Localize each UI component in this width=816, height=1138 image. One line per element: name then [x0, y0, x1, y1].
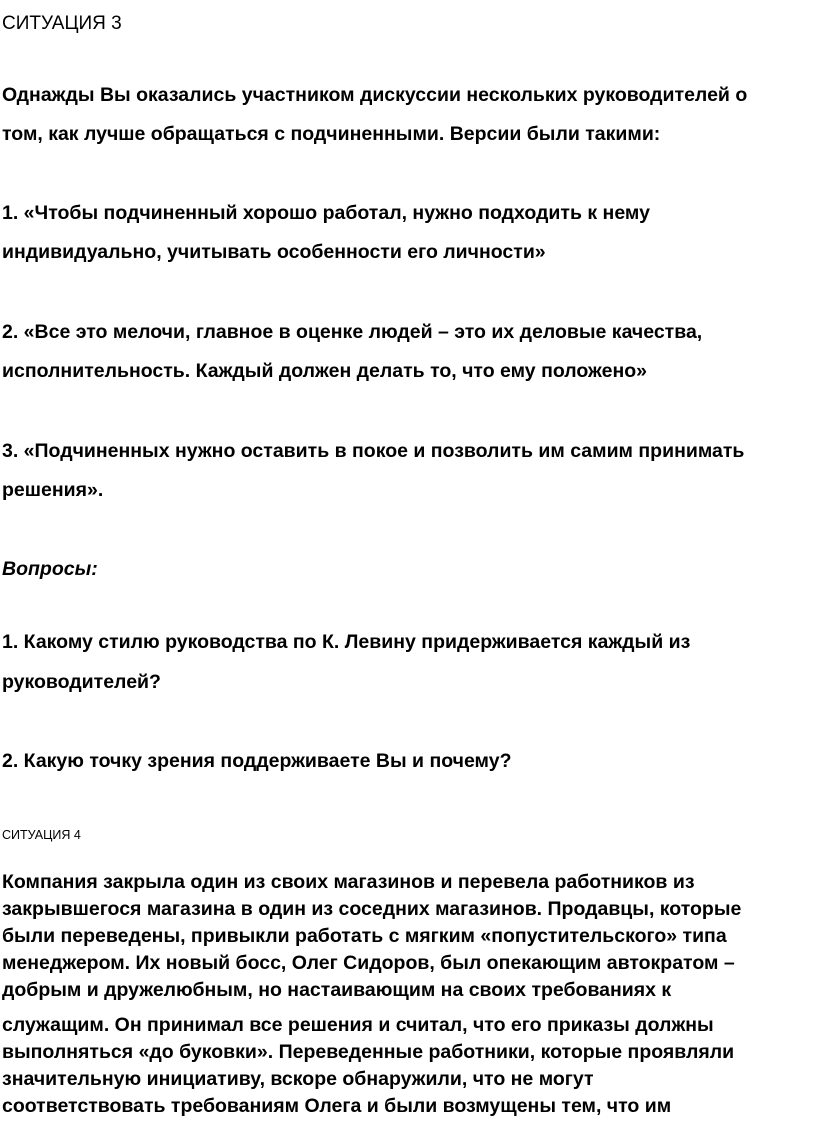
situation-4-body-line-6: служащим. Он принимал все решения и считал, что его приказы должны	[2, 1014, 714, 1036]
situation-4-body-line-3: были переведены, привыкли работать с мягким «попустительского» типа	[2, 925, 727, 947]
version-1-line-1: 1. «Чтобы подчиненный хорошо работал, нужно подходить к нему	[2, 202, 650, 224]
situation-3-intro-line-1: Однажды Вы оказались участником дискуссии нескольких руководителей о	[2, 84, 748, 106]
situation-3-title: СИТУАЦИЯ 3	[2, 13, 122, 34]
question-1-line-1: 1. Какому стилю руководства по К. Левину придерживается каждый из	[2, 631, 691, 653]
situation-4-body-line-4: менеджером. Их новый босс, Олег Сидоров, был опекающим автократом –	[2, 952, 735, 974]
version-2-line-1: 2. «Все это мелочи, главное в оценке людей – это их деловые качества,	[2, 321, 703, 343]
version-3-line-2: решения».	[2, 479, 104, 501]
situation-4-body-line-2: закрывшегося магазина в один из соседних магазинов. Продавцы, которые	[2, 898, 742, 920]
situation-4-title: СИТУАЦИЯ 4	[2, 828, 81, 842]
question-1-line-2: руководителей?	[2, 671, 161, 693]
situation-3-intro-line-2: том, как лучше обращаться с подчиненными. Версии были такими:	[2, 123, 661, 145]
version-1-line-2: индивидуально, учитывать особенности его личности»	[2, 241, 546, 263]
questions-label: Вопросы:	[2, 558, 98, 580]
version-3-line-1: 3. «Подчиненных нужно оставить в покое и позволить им самим принимать	[2, 440, 745, 462]
situation-4-body-line-7: выполняться «до буковки». Переведенные работники, которые проявляли	[2, 1041, 735, 1063]
situation-4-body-line-5: добрым и дружелюбным, но настаивающим на своих требованиях к	[2, 979, 672, 1001]
question-2-line-1: 2. Какую точку зрения поддерживаете Вы и почему?	[2, 750, 512, 772]
situation-4-body-line-1: Компания закрыла один из своих магазинов и перевела работников из	[2, 871, 695, 893]
situation-4-body-line-8: значительную инициативу, вскоре обнаружили, что не могут	[2, 1068, 594, 1090]
situation-4-body-line-9: соответствовать требованиям Олега и были возмущены тем, что им	[2, 1095, 672, 1117]
version-2-line-2: исполнительность. Каждый должен делать то, что ему положено»	[2, 360, 648, 382]
